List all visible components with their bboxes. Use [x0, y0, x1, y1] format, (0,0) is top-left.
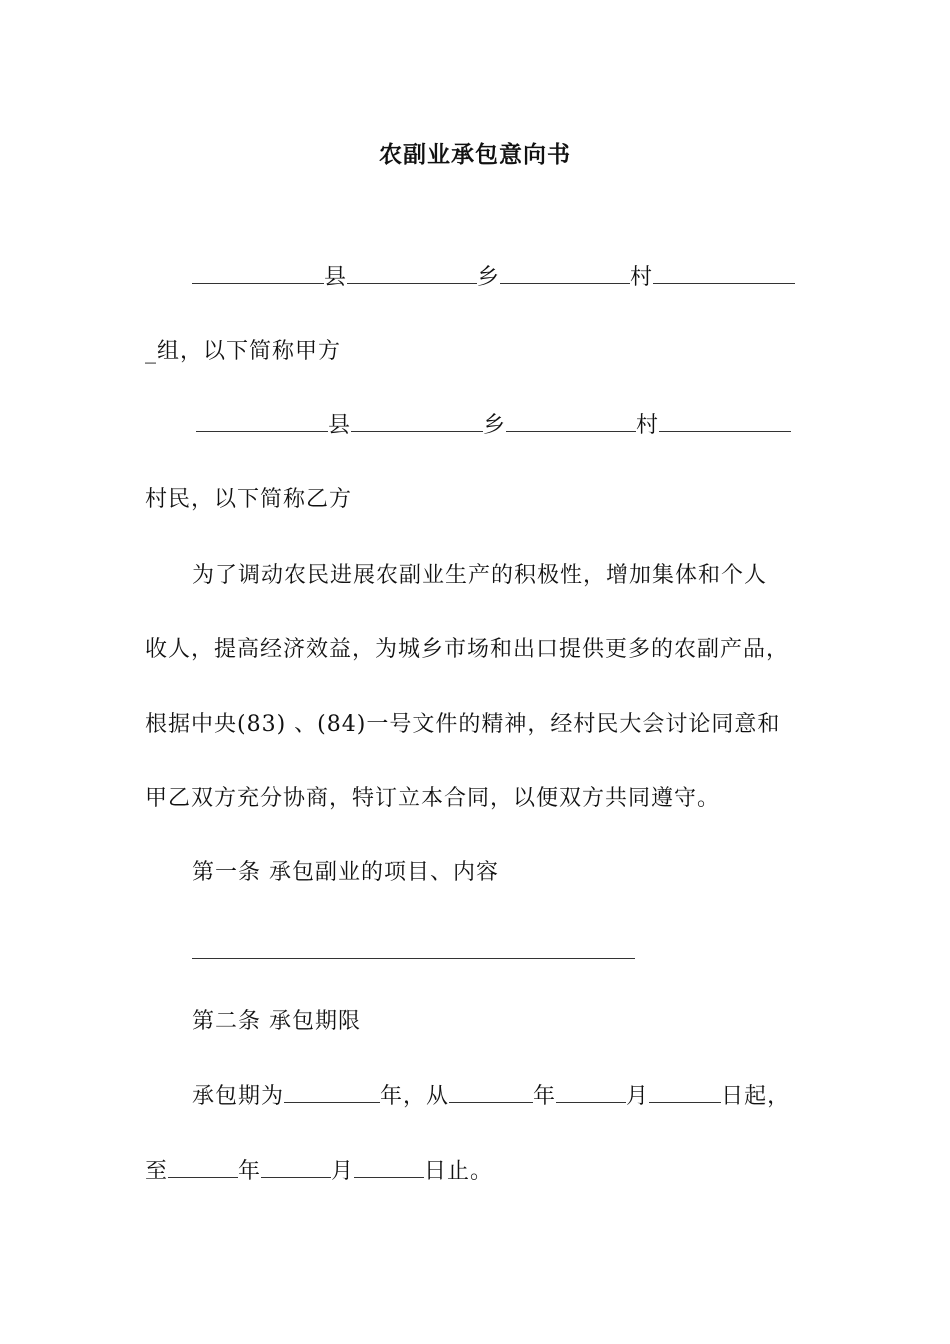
preamble-line: 收人，提高经济效益，为城乡市场和出口提供更多的农副产品， [145, 637, 790, 662]
village-label: 村 [636, 413, 660, 438]
party-b-suffix: 村民，以下简称乙方 [145, 487, 353, 512]
blank-end-year[interactable] [168, 1157, 238, 1178]
county-label: 县 [324, 265, 348, 290]
preamble-line: 根据中央(83) 、(84)一号文件的精神，经村民大会讨论同意和 [145, 712, 781, 737]
party-b-address-line [196, 411, 791, 441]
year-label: 年 [533, 1084, 557, 1109]
year-label: 年 [238, 1159, 262, 1184]
term-prefix: 承包期为 [192, 1084, 285, 1109]
blank-end-day[interactable] [354, 1157, 424, 1178]
blank-township[interactable] [347, 263, 477, 284]
article-1-content-blank[interactable] [192, 958, 635, 959]
year-unit-label: 年，从 [380, 1084, 450, 1109]
day-end-label: 日止。 [424, 1159, 494, 1184]
party-a-address-line [192, 263, 795, 293]
document-title: 农副业承包意向书 [379, 142, 571, 168]
blank-county[interactable] [192, 263, 324, 284]
blank-township[interactable] [351, 411, 483, 432]
party-a-suffix: _组，以下简称甲方 [145, 339, 342, 364]
blank-group[interactable] [653, 263, 795, 284]
preamble-line: 甲乙双方充分协商，特订立本合同，以便双方共同遵守。 [145, 786, 721, 811]
village-label: 村 [630, 265, 654, 290]
blank-county[interactable] [196, 411, 328, 432]
article-2-heading: 第二条 承包期限 [192, 1009, 361, 1034]
day-start-label: 日起， [721, 1084, 791, 1109]
month-label: 月 [331, 1159, 355, 1184]
blank-term-years[interactable] [284, 1082, 380, 1103]
month-label: 月 [626, 1084, 650, 1109]
blank-start-day[interactable] [649, 1082, 721, 1103]
blank-start-month[interactable] [556, 1082, 626, 1103]
township-label: 乡 [477, 265, 501, 290]
county-label: 县 [328, 413, 352, 438]
blank-village[interactable] [500, 263, 630, 284]
blank-end-month[interactable] [261, 1157, 331, 1178]
article-1-heading: 第一条 承包副业的项目、内容 [192, 860, 499, 885]
term-end-line [145, 1157, 493, 1187]
township-label: 乡 [483, 413, 507, 438]
until-label: 至 [145, 1159, 169, 1184]
preamble-line: 为了调动农民进展农副业生产的积极性，增加集体和个人 [192, 563, 768, 588]
blank-village[interactable] [506, 411, 636, 432]
term-line [192, 1082, 790, 1112]
blank-start-year[interactable] [449, 1082, 533, 1103]
blank-villager[interactable] [659, 411, 791, 432]
